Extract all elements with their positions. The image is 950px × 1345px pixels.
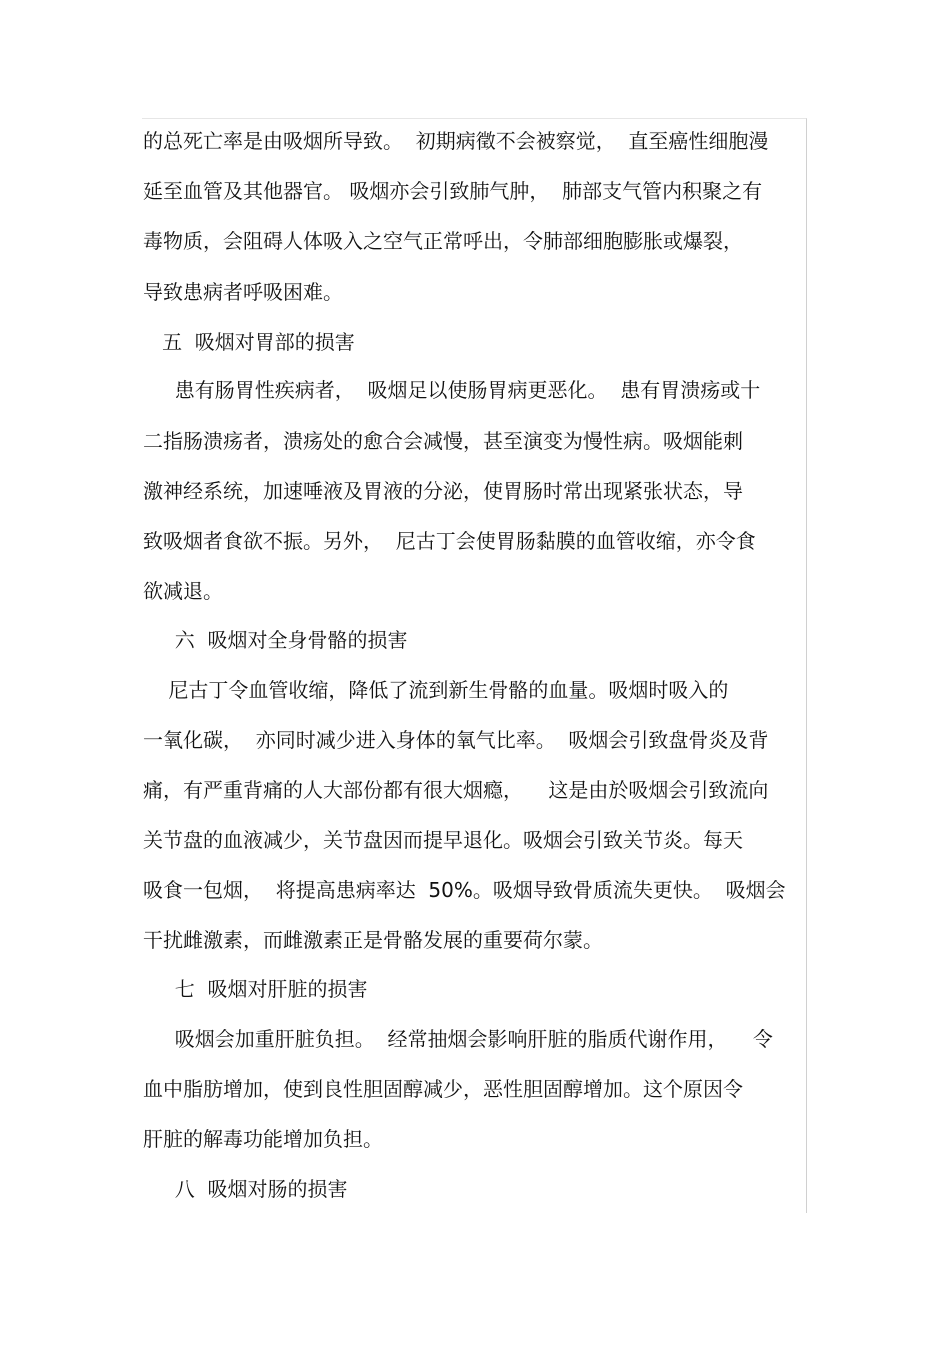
- text-line: 痛，有严重背痛的人大部份都有很大烟瘾， 这是由於吸烟会引致流向: [143, 778, 769, 802]
- text-line: 的总死亡率是由吸烟所导致。 初期病徵不会被察觉， 直至癌性细胞漫: [143, 129, 769, 153]
- text-line: 毒物质，会阻碍人体吸入之空气正常呼出，令肺部细胞膨胀或爆裂，: [143, 229, 743, 253]
- text-line: 延至血管及其他器官。 吸烟亦会引致肺气肿， 肺部支气管内积聚之有: [143, 179, 763, 203]
- text-line: 患有肠胃性疾病者， 吸烟足以使肠胃病更恶化。 患有胃溃疡或十: [143, 378, 761, 402]
- section-heading: 八 吸烟对肠的损害: [143, 1177, 348, 1201]
- text-line: 激神经系统，加速唾液及胃液的分泌，使胃肠时常出现紧张状态，导: [143, 479, 743, 503]
- text-line: 致吸烟者食欲不振。另外， 尼古丁会使胃肠黏膜的血管收缩，亦令食: [143, 529, 756, 553]
- text-line: 肝脏的解毒功能增加负担。: [143, 1127, 383, 1151]
- text-line: 关节盘的血液减少，关节盘因而提早退化。吸烟会引致关节炎。每天: [143, 828, 743, 852]
- text-line: 一氧化碳， 亦同时减少进入身体的氧气比率。 吸烟会引致盘骨炎及背: [143, 728, 769, 752]
- text-line: 导致患病者呼吸困难。: [143, 280, 343, 304]
- text-line: 二指肠溃疡者，溃疡处的愈合会减慢，甚至演变为慢性病。吸烟能刺: [143, 429, 743, 453]
- section-heading: 七 吸烟对肝脏的损害: [143, 977, 368, 1001]
- section-heading: 五 吸烟对胃部的损害: [143, 330, 355, 354]
- text-line: 吸烟会加重肝脏负担。 经常抽烟会影响肝脏的脂质代谢作用， 令: [143, 1027, 773, 1051]
- section-heading: 六 吸烟对全身骨骼的损害: [143, 628, 408, 652]
- text-line: 吸食一包烟， 将提高患病率达 50%。吸烟导致骨质流失更快。 吸烟会: [143, 878, 786, 902]
- text-line: 欲减退。: [143, 579, 223, 603]
- text-line: 尼古丁令血管收缩，降低了流到新生骨骼的血量。吸烟时吸入的: [143, 678, 729, 702]
- text-line: 血中脂肪增加，使到良性胆固醇减少，恶性胆固醇增加。这个原因令: [143, 1077, 743, 1101]
- text-line: 干扰雌激素，而雌激素正是骨骼发展的重要荷尔蒙。: [143, 928, 603, 952]
